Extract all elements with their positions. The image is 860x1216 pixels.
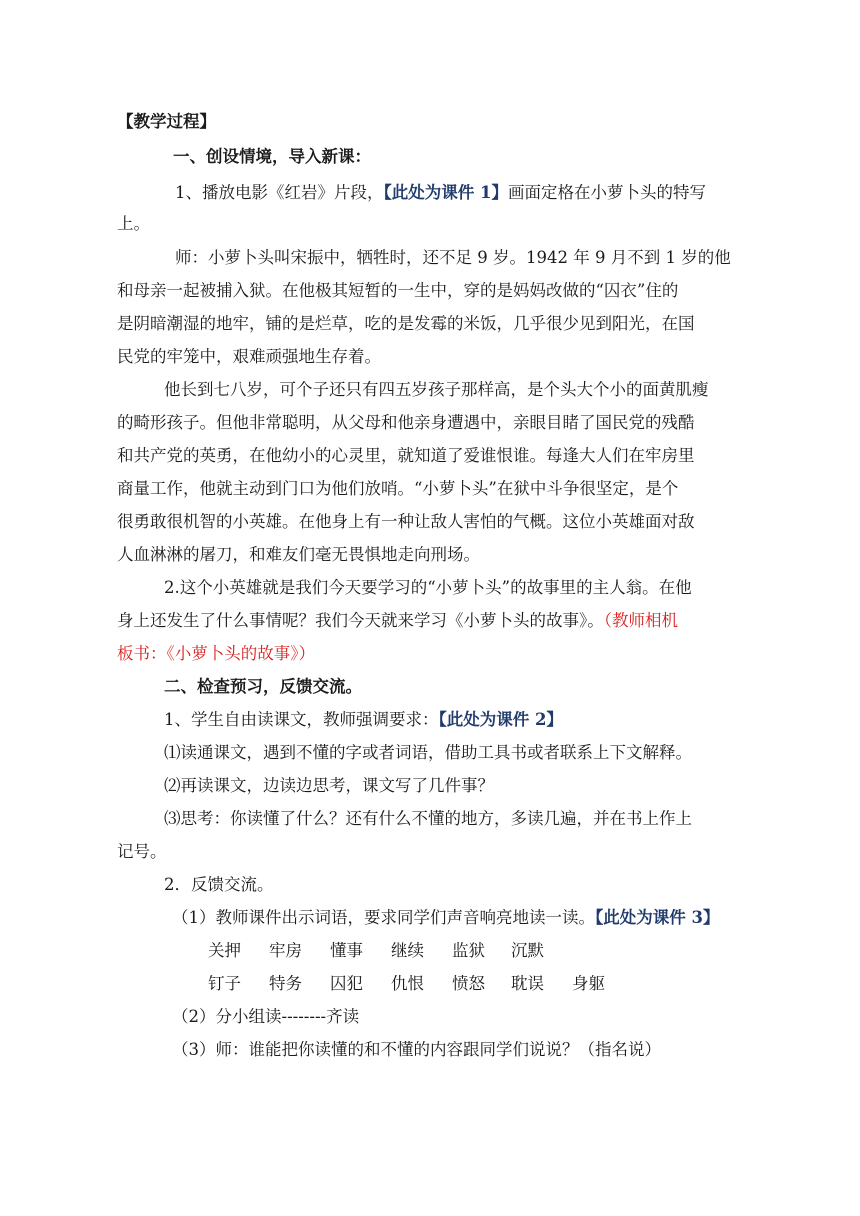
paragraph-line [117,610,678,632]
vocab-word: 钉子 [208,974,241,993]
section-heading: 【教学过程】 [117,112,216,131]
vocab-word: 耽误 [511,974,544,993]
paragraph-line: （2）分小组读--------齐读 [172,1007,360,1026]
paragraph-line: 2.这个小英雄就是我们今天要学习的“小萝卜头”的故事里的主人翁。在他 [164,578,692,597]
teacher-note: 板书：《小萝卜头的故事》） [117,644,315,663]
courseware-link-2[interactable]: 【此处为课件 2】 [438,710,563,729]
paragraph-line: 上。 [117,214,150,233]
vocab-word: 懂事 [330,941,363,960]
paragraph-line: 的畸形孩子。但他非常聪明，从父母和他亲身遭遇中，亲眼目睹了国民党的残酷 [117,413,695,432]
paragraph-line: （3）师：谁能把你读懂的和不懂的内容跟同学们说说？（指名说） [172,1040,661,1059]
paragraph-line: 很勇敢很机智的小英雄。在他身上有一种让敌人害怕的气概。这位小英雄面对敌 [117,512,695,531]
teacher-note: （教师相机 [603,611,678,630]
vocab-word: 愤怒 [452,974,485,993]
vocab-word: 关押 [208,941,241,960]
paragraph-line: 民党的牢笼中，艰难顽强地生存着。 [117,347,381,366]
text-span: 画面定格在小萝卜头的特写 [507,183,706,202]
section2-title: 二、检查预习，反馈交流。 [164,677,362,696]
paragraph-line: 商量工作，他就主动到门口为他们放哨。“小萝卜头”在狱中斗争很坚定，是个 [117,479,679,498]
vocab-word: 仇恨 [391,974,424,993]
vocab-word: 囚犯 [330,974,363,993]
paragraph-line: 是阴暗潮湿的地牢，铺的是烂草，吃的是发霉的米饭，几乎很少见到阳光，在国 [117,314,695,333]
list-item: 记号。 [117,842,167,861]
vocab-word: 继续 [391,941,424,960]
paragraph-line: 师：小萝卜头叫宋振中，牺牲时，还不足 9 岁。1942 年 9 月不到 1 岁的他 [175,248,731,267]
text-span: 1、播放电影《红岩》片段， [175,183,384,202]
paragraph-line: 2．反馈交流。 [164,875,274,894]
vocab-word: 沉默 [511,941,544,960]
courseware-link-1[interactable]: 【此处为课件 1】 [383,183,508,202]
paragraph-line [175,182,706,204]
list-item: ⑵再读课文，边读边思考，课文写了几件事？ [164,776,494,795]
vocab-word: 身躯 [572,974,605,993]
paragraph-line: 人血淋淋的屠刀，和难友们毫无畏惧地走向刑场。 [117,545,480,564]
paragraph-line: 和共产党的英勇，在他幼小的心灵里，就知道了爱谁恨谁。每逢大人们在牢房里 [117,446,695,465]
vocab-word: 监狱 [452,941,485,960]
text-span: 身上还发生了什么事情呢？我们今天就来学习《小萝卜头的故事》。 [117,611,604,630]
paragraph-line: 和母亲一起被捕入狱。在他极其短暂的一生中，穿的是妈妈改做的“囚衣”住的 [117,281,679,300]
paragraph-line: 他长到七八岁，可个子还只有四五岁孩子那样高，是个头大个小的面黄肌瘦 [164,380,709,399]
vocab-word: 特务 [269,974,302,993]
vocab-word: 牢房 [269,941,302,960]
paragraph-line [164,709,563,731]
list-item: ⑴读通课文，遇到不懂的字或者词语，借助工具书或者联系上下文解释。 [164,743,692,762]
paragraph-line [172,907,719,929]
courseware-link-3[interactable]: 【此处为课件 3】 [595,908,720,927]
section1-title: 一、创设情境，导入新课： [173,147,371,166]
list-item: ⑶思考：你读懂了什么？还有什么不懂的地方，多读几遍，并在书上作上 [164,809,692,828]
text-span: （1）教师课件出示词语，要求同学们声音响亮地读一读。 [172,908,595,927]
text-span: 1、学生自由读课文，教师强调要求： [164,710,439,729]
